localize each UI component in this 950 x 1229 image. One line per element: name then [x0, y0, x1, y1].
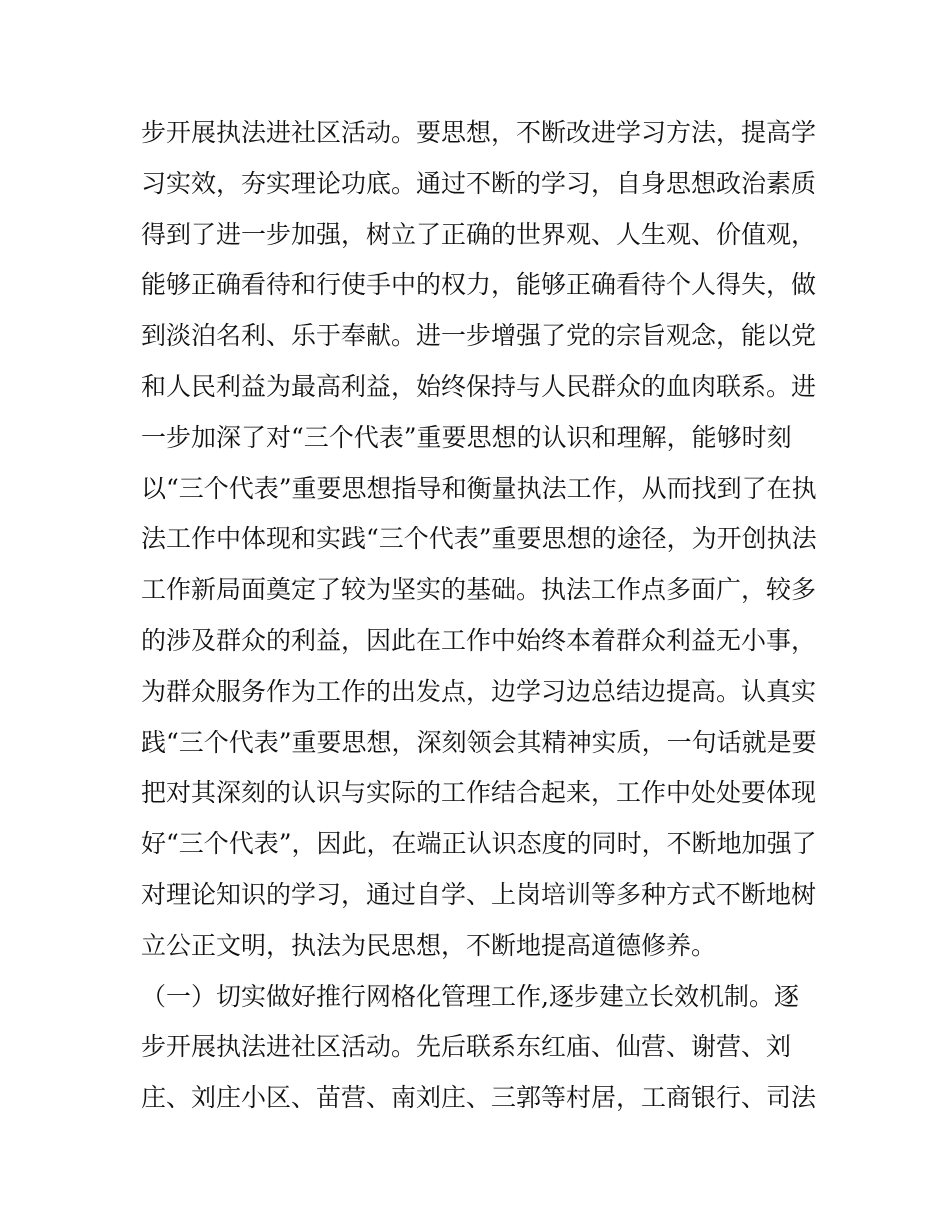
text-line: 好“三个代表”，因此，在端正认识态度的同时，不断地加强了 [141, 829, 817, 859]
text-line: 能够正确看待和行使手中的权力，能够正确看待个人得失，做 [141, 270, 817, 300]
text-line: 的涉及群众的利益，因此在工作中始终本着群众利益无小事， [141, 625, 817, 655]
body-text [141, 108, 821, 1124]
text-line: 步开展执法进社区活动。要思想，不断改进学习方法，提高学 [141, 118, 817, 147]
text-line: 步开展执法进社区活动。先后联系东红庙、仙营、谢营、刘 [141, 1032, 792, 1062]
text-line: 以“三个代表”重要思想指导和衡量执法工作，从而找到了在执 [141, 473, 817, 503]
text-line: 工作新局面奠定了较为坚实的基础。执法工作点多面广，较多 [141, 575, 817, 605]
text-line: 对理论知识的学习，通过自学、上岗培训等多种方式不断地树 [141, 879, 817, 909]
section-heading-line: （一）切实做好推行网格化管理工作,逐步建立长效机制。逐 [141, 981, 799, 1011]
text-line: 到淡泊名利、乐于奉献。进一步增强了党的宗旨观念，能以党 [141, 321, 817, 351]
text-line: 庄、刘庄小区、苗营、南刘庄、三郭等村居，工商银行、司法 [141, 1083, 817, 1113]
text-line: 践“三个代表”重要思想，深刻领会其精神实质，一句话就是要 [141, 727, 817, 757]
text-line: 法工作中体现和实践“三个代表”重要思想的途径，为开创执法 [141, 524, 817, 554]
text-line: 一步加深了对“三个代表”重要思想的认识和理解，能够时刻 [141, 422, 792, 452]
text-line: 为群众服务作为工作的出发点，边学习边总结边提高。认真实 [141, 676, 817, 706]
text-line: 和人民利益为最高利益，始终保持与人民群众的血肉联系。进 [141, 371, 817, 401]
text-line: 把对其深刻的认识与实际的工作结合起来，工作中处处要体现 [141, 778, 817, 808]
text-line: 习实效，夯实理论功底。通过不断的学习，自身思想政治素质 [141, 168, 817, 198]
text-line: 立公正文明，执法为民思想，不断地提高道德修养。 [141, 930, 717, 960]
text-line: 得到了进一步加强，树立了正确的世界观、人生观、价值观， [141, 219, 817, 249]
